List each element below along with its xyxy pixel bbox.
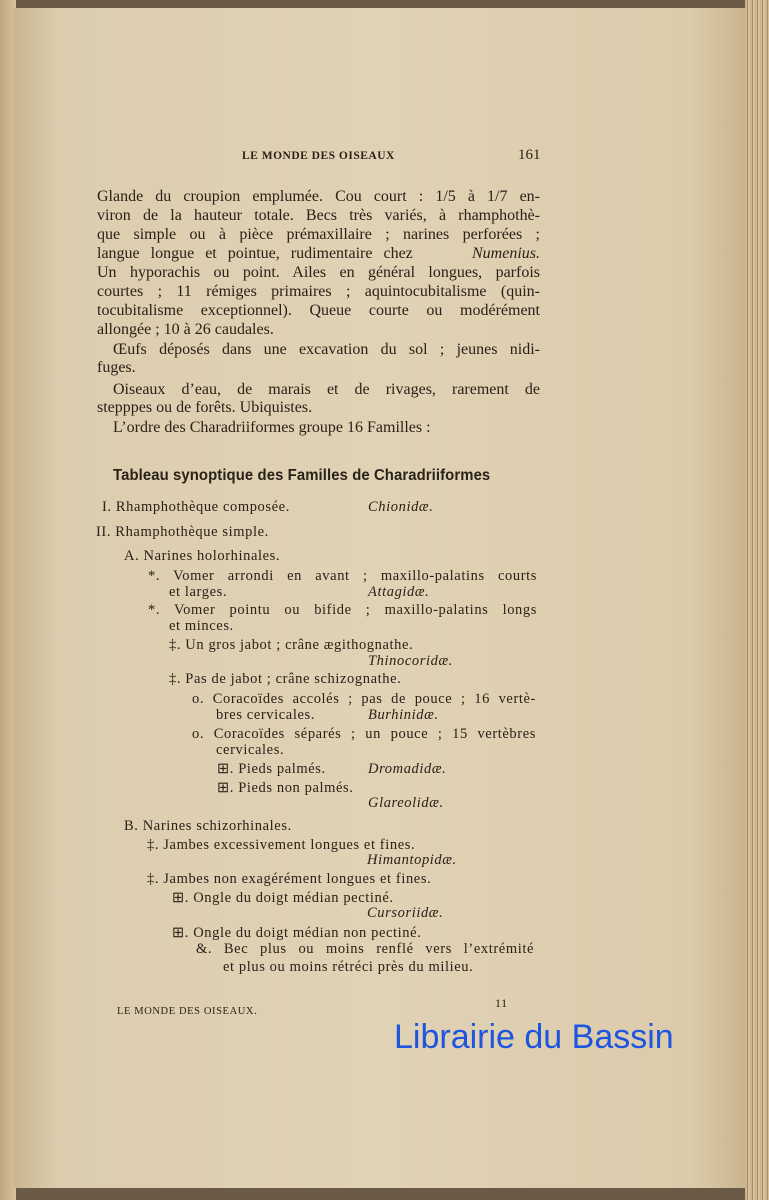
body-line: allongée ; 10 à 26 caudales. (97, 321, 274, 338)
family-name: Thinocoridæ. (368, 653, 453, 669)
watermark: Librairie du Bassin (394, 1018, 674, 1056)
body-line: tocubitalisme exceptionnel). Queue courte ou modérément (97, 302, 540, 319)
key-line: ‡. Un gros jabot ; crâne ægithognathe. (169, 637, 414, 653)
genus-name: Numenius. (472, 245, 540, 262)
family-name: Glareolidæ. (368, 795, 444, 811)
key-line: et plus ou moins rétréci près du milieu. (223, 959, 474, 975)
key-line: cervicales. (216, 742, 285, 758)
body-line: L’ordre des Charadriiformes groupe 16 Familles : (113, 419, 431, 436)
body-line: Œufs déposés dans une excavation du sol ; jeunes nidi- (113, 341, 540, 358)
key-line: ‡. Jambes non exagérément longues et fines. (147, 871, 432, 887)
body-line: stepppes ou de forêts. Ubiquistes. (97, 399, 313, 416)
body-line: Oiseaux d’eau, de marais et de rivages, rarement de (113, 381, 540, 398)
running-title: LE MONDE DES OISEAUX (242, 150, 395, 162)
key-line: ⊞. Pieds non palmés. (217, 780, 354, 796)
body-line: viron de la hauteur totale. Becs très variés, à rhamphothè- (97, 207, 540, 224)
family-name: Cursoriidæ. (367, 905, 444, 921)
key-line: *. Vomer arrondi en avant ; maxillo-palatins courts (148, 568, 537, 584)
key-line: A. Narines holorhinales. (124, 548, 281, 564)
key-line: *. Vomer pointu ou bifide ; maxillo-palatins longs (148, 602, 537, 618)
key-line: ‡. Jambes excessivement longues et fines. (147, 837, 416, 853)
key-line: ⊞. Ongle du doigt médian non pectiné. (172, 925, 422, 941)
key-line: II. Rhamphothèque simple. (96, 524, 269, 540)
page-stack-edge (745, 0, 769, 1200)
key-line: ‡. Pas de jabot ; crâne schizognathe. (169, 671, 402, 687)
family-name: Himantopidæ. (367, 852, 457, 868)
key-line: et minces. (169, 618, 234, 634)
key-line: ⊞. Ongle du doigt médian pectiné. (172, 890, 394, 906)
sheet-number: 11 (495, 996, 508, 1010)
page-number: 161 (518, 147, 541, 163)
key-line: et larges. (169, 584, 228, 600)
family-name: Dromadidæ. (368, 761, 447, 777)
body-line: que simple ou à pièce prémaxillaire ; narines perforées ; (97, 226, 540, 243)
body-line: fuges. (97, 359, 136, 376)
body-line (97, 245, 540, 263)
key-line: o. Coracoïdes séparés ; un pouce ; 15 vertèbres (192, 726, 536, 742)
body-line: Un hyporachis ou point. Ailes en général longues, parfois (97, 264, 540, 281)
body-line: Glande du croupion emplumée. Cou court : 1/5 à 1/7 en- (97, 188, 540, 205)
key-line: o. Coracoïdes accolés ; pas de pouce ; 16 vertè- (192, 691, 536, 707)
family-name: Attagidæ. (368, 584, 430, 600)
key-line: I. Rhamphothèque composée. (102, 499, 290, 515)
family-name: Burhinidæ. (368, 707, 439, 723)
key-line: ⊞. Pieds palmés. (217, 761, 326, 777)
family-name: Chionidæ. (368, 499, 434, 515)
body-line: courtes ; 11 rémiges primaires ; aquintocubitalisme (quin- (97, 283, 540, 300)
key-line: &. Bec plus ou moins renflé vers l’extrémité (196, 941, 534, 957)
key-line: bres cervicales. (216, 707, 315, 723)
footer-signature: LE MONDE DES OISEAUX. (117, 1006, 258, 1017)
body-text: langue longue et pointue, rudimentaire chez (97, 245, 413, 262)
table-title: Tableau synoptique des Familles de Charadriiformes (113, 467, 491, 484)
key-line: B. Narines schizorhinales. (124, 818, 292, 834)
